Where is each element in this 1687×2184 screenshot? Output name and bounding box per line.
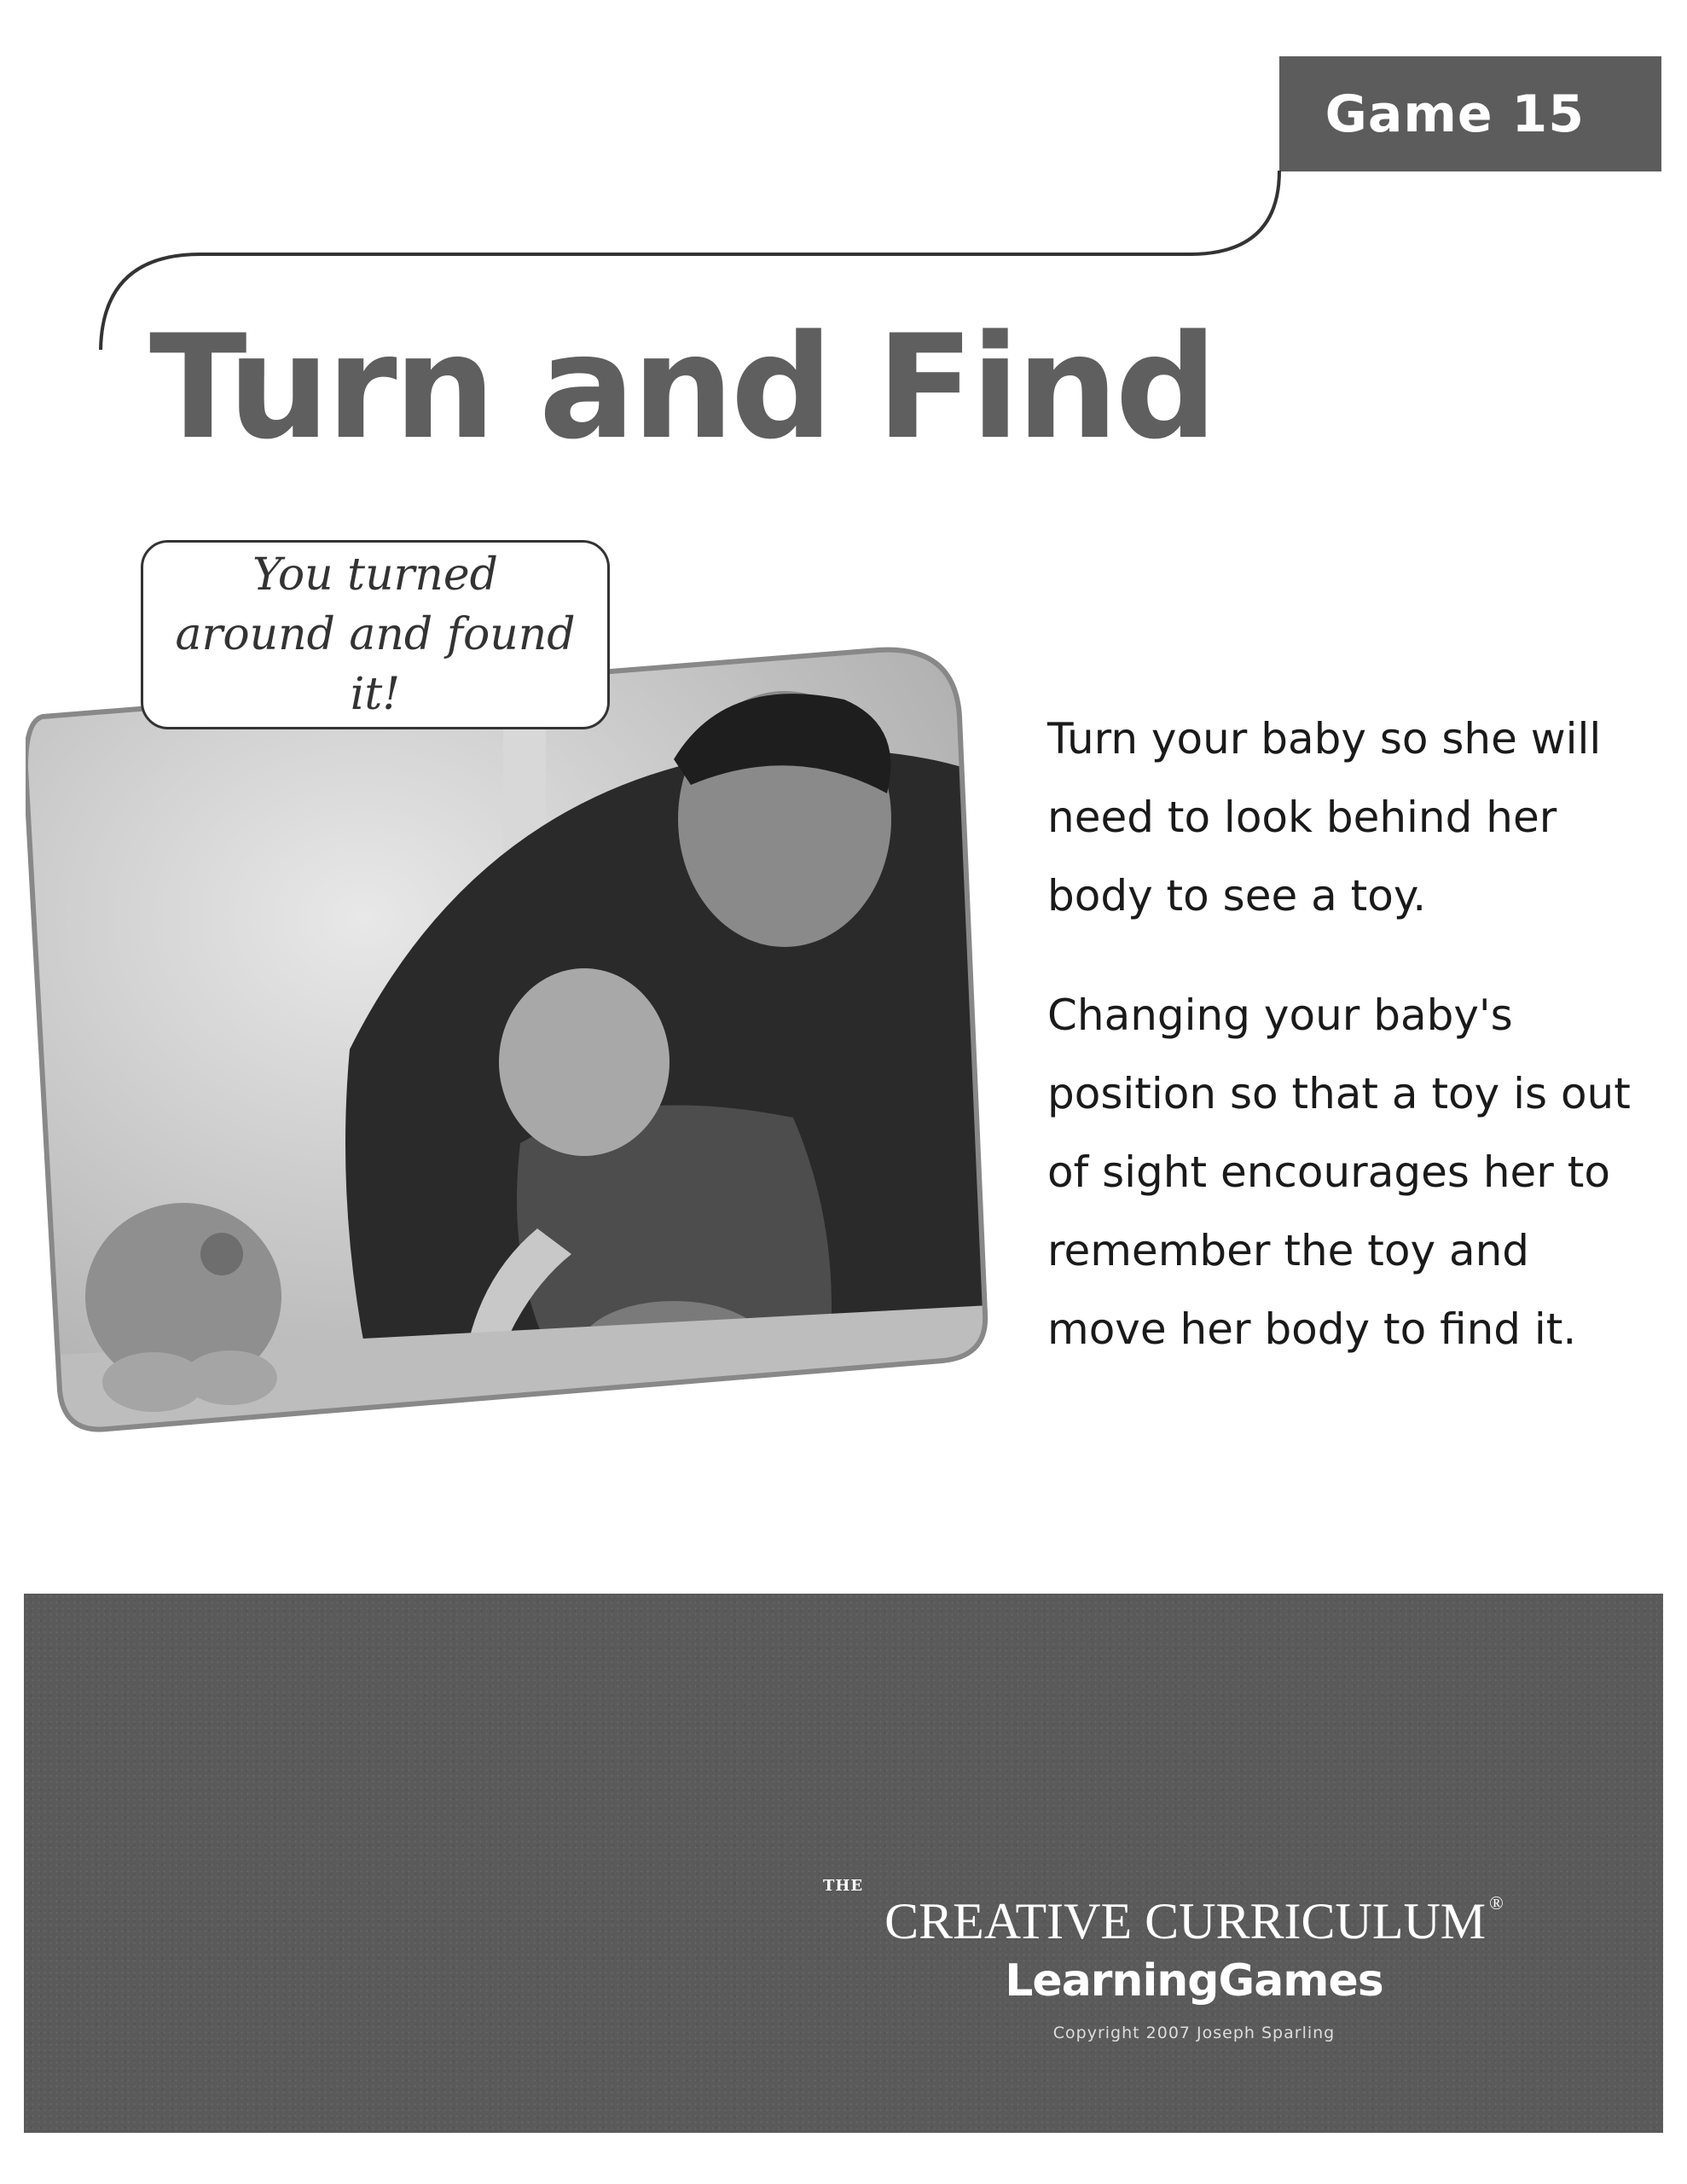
footer-panel <box>24 1594 1663 2133</box>
logo-the-text: THE <box>823 1877 864 1895</box>
speech-bubble <box>141 540 610 729</box>
logo-learninggames-text: LearningGames <box>1005 1955 1383 2007</box>
body-paragraph-1: Turn your baby so she will need to look behind her body to see a toy. <box>1047 714 1602 921</box>
logo-main-label: CREATIVE CURRICULUM <box>884 1893 1487 1949</box>
logo-registered-mark: ® <box>1489 1892 1504 1914</box>
copyright-text: Copyright 2007 Joseph Sparling <box>1052 2024 1336 2042</box>
game-number-label: Game 15 <box>1325 84 1585 144</box>
body-text <box>1047 700 1644 1409</box>
page-title: Turn and Find <box>149 304 1215 471</box>
body-paragraph-2: Changing your baby's position so that a toy is out of sight encourages her to remember the toy and move her body to find it. <box>1047 990 1631 1354</box>
speech-bubble-text: You turned around and found it! <box>175 549 576 721</box>
logo-main-text <box>793 1892 1595 1951</box>
photo-father-baby-toy <box>26 640 989 1433</box>
